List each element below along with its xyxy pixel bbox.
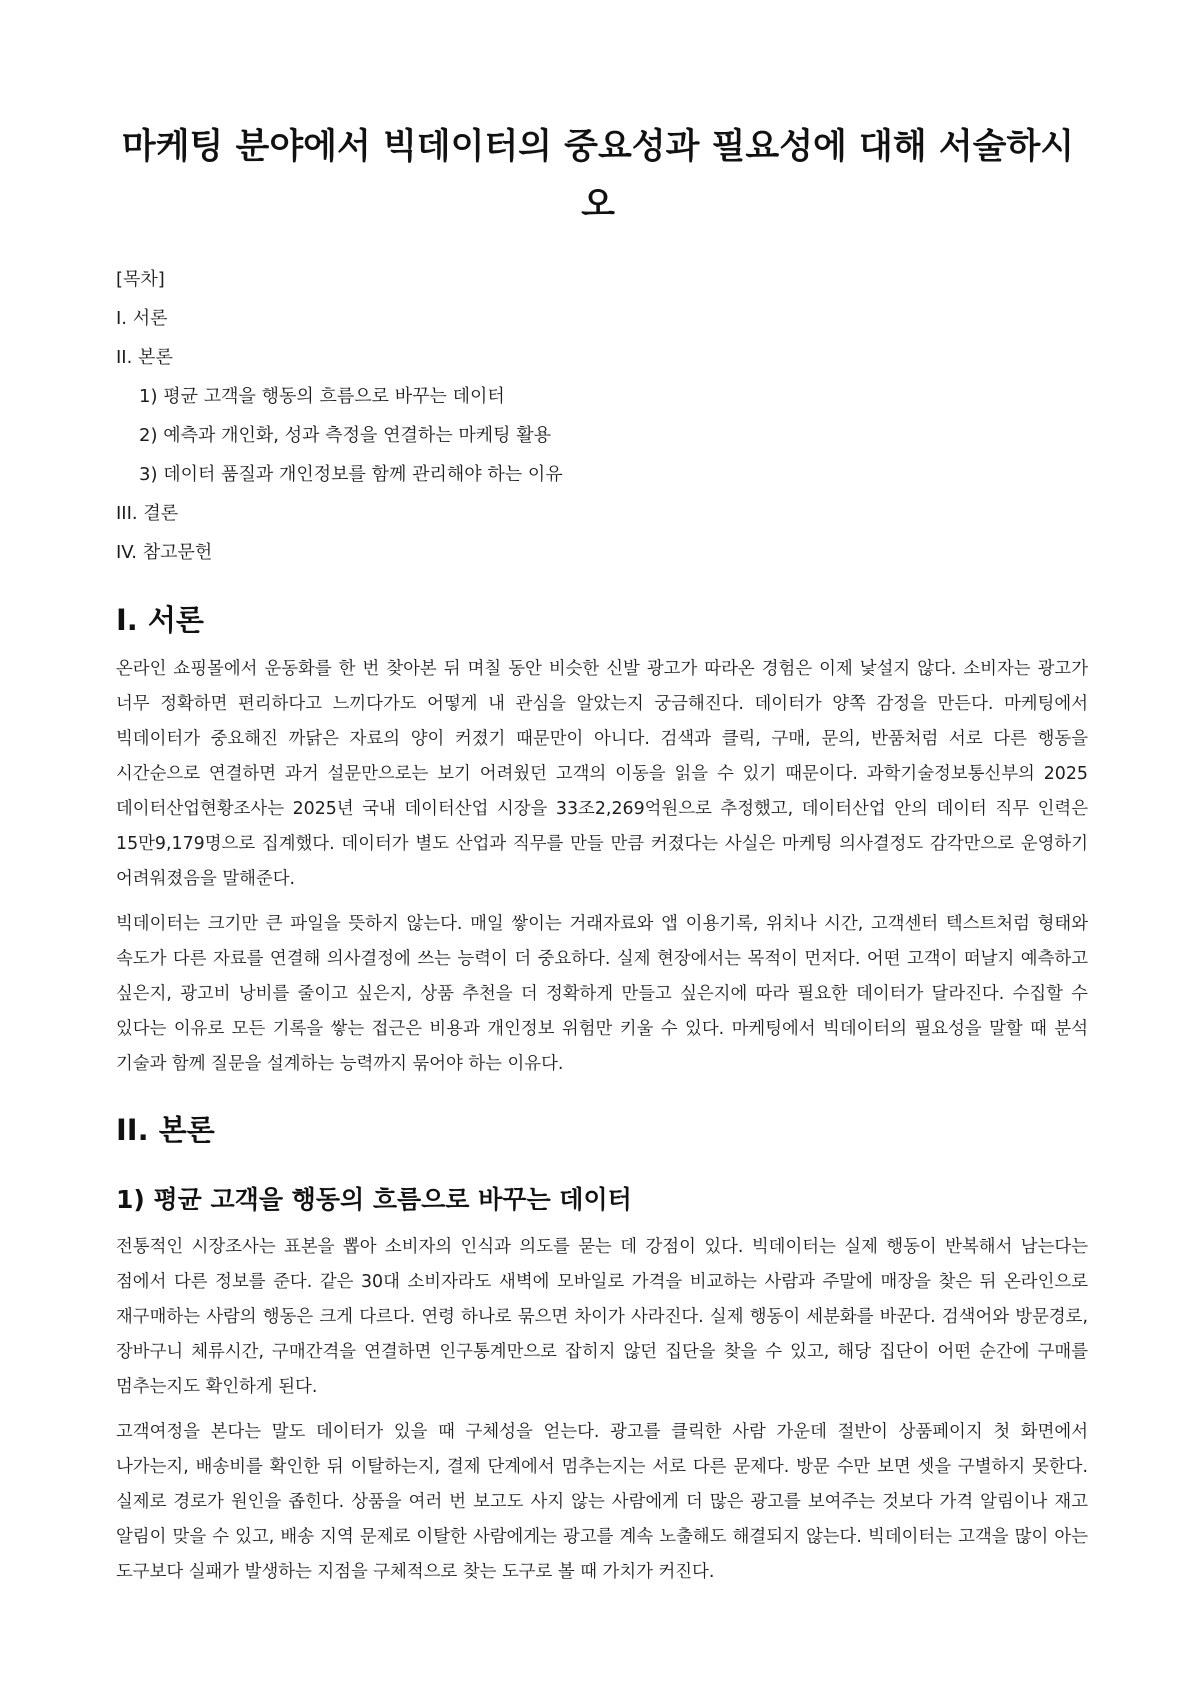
intro-paragraph-1: 온라인 쇼핑몰에서 운동화를 한 번 찾아본 뒤 며칠 동안 비슷한 신발 광고가 따라온 경험은 이제 낯설지 않다. 소비자는 광고가 너무 정확하면 편리하다고 느끼다가도 어떻게 내 관심을 알았는지 궁금해진다. 데이터가 양쪽 감정을 만든다. 마케팅에서 빅데이터가 중요해진 까닭은 자료의 양이 커졌기 때문만이 아니다. 검색과 클릭, 구매, 문의, 반품처럼 서로 다른 행동을 시간순으로 연결하면 과거 설문만으로는 보기 어려웠던 고객의 이동을 읽을 수 있기 때문이다. 과학기술정보통신부의 2025 데이터산업현황조사는 2025년 국내 데이터산업 시장을 33조2,269억원으로 추정했고, 데이터산업 안의 데이터 직무 인력은 15만9,179명으로 집계했다. 데이터가 별도 산업과 직무를 만들 만큼 커졌다는 사실은 마케팅 의사결정도 감각만으로 운영하기 어려워졌음을 말해준다. <box>116 659 1088 889</box>
toc-item-body-3: 3) 데이터 품질과 개인정보를 함께 관리해야 하는 이유 <box>139 464 563 485</box>
body-1-paragraph-1: 전통적인 시장조사는 표본을 뽑아 소비자의 인식과 의도를 묻는 데 강점이 있다. 빅데이터는 실제 행동이 반복해서 남는다는 점에서 다른 정보를 준다. 같은 30대 소비자라도 새벽에 모바일로 가격을 비교하는 사람과 주말에 매장을 찾은 뒤 온라인으로 재구매하는 사람의 행동은 크게 다르다. 연령 하나로 묶으면 차이가 사라진다. 실제 행동이 세분화를 바꾼다. 검색어와 방문경로, 장바구니 체류시간, 구매간격을 연결하면 인구통계만으로 잡히지 않던 집단을 찾을 수 있고, 해당 집단이 어떤 순간에 구매를 멈추는지도 확인하게 된다. <box>116 1237 1088 1397</box>
toc-item-body-1: 1) 평균 고객을 행동의 흐름으로 바꾸는 데이터 <box>139 386 505 407</box>
toc-item-body: II. 본론 <box>116 347 173 368</box>
body-1-paragraph-2: 고객여정을 본다는 말도 데이터가 있을 때 구체성을 얻는다. 광고를 클릭한 사람 가운데 절반이 상품페이지 첫 화면에서 나가는지, 배송비를 확인한 뒤 이탈하는지, 결제 단계에서 멈추는지는 서로 다른 문제다. 방문 수만 보면 셋을 구별하지 못한다. 실제로 경로가 원인을 좁힌다. 상품을 여러 번 보고도 사지 않는 사람에게 더 많은 광고를 보여주는 것보다 가격 알림이나 재고 알림이 맞을 수 있고, 배송 지역 문제로 이탈한 사람에게는 광고를 계속 노출해도 해결되지 않는다. 빅데이터는 고객을 많이 아는 도구보다 실패가 발생하는 지점을 구체적으로 찾는 도구로 볼 때 가치가 커진다. <box>116 1422 1088 1582</box>
document-title: 마케팅 분야에서 빅데이터의 중요성과 필요성에 대해 서술하시오 <box>121 127 1075 225</box>
subsection-heading-1: 1) 평균 고객을 행동의 흐름으로 바꾸는 데이터 <box>116 1185 632 1214</box>
section-heading-intro: I. 서론 <box>116 603 204 637</box>
toc-heading: [목차] <box>116 269 165 290</box>
table-of-contents <box>116 260 1088 572</box>
section-heading-body: II. 본론 <box>116 1113 215 1147</box>
toc-item-references: IV. 참고문헌 <box>116 542 213 563</box>
toc-item-intro: I. 서론 <box>116 308 168 329</box>
intro-paragraph-2: 빅데이터는 크기만 큰 파일을 뜻하지 않는다. 매일 쌓이는 거래자료와 앱 이용기록, 위치나 시간, 고객센터 텍스트처럼 형태와 속도가 다른 자료를 연결해 의사결정에 쓰는 능력이 더 중요하다. 실제 현장에서는 목적이 먼저다. 어떤 고객이 떠날지 예측하고 싶은지, 광고비 낭비를 줄이고 싶은지, 상품 추천을 더 정확하게 만들고 싶은지에 따라 필요한 데이터가 달라진다. 수집할 수 있다는 이유로 모든 기록을 쌓는 접근은 비용과 개인정보 위험만 키울 수 있다. 마케팅에서 빅데이터의 필요성을 말할 때 분석 기술과 함께 질문을 설계하는 능력까지 묶어야 하는 이유다. <box>116 914 1088 1074</box>
toc-item-body-2: 2) 예측과 개인화, 성과 측정을 연결하는 마케팅 활용 <box>139 425 552 446</box>
toc-item-conclusion: III. 결론 <box>116 503 179 524</box>
